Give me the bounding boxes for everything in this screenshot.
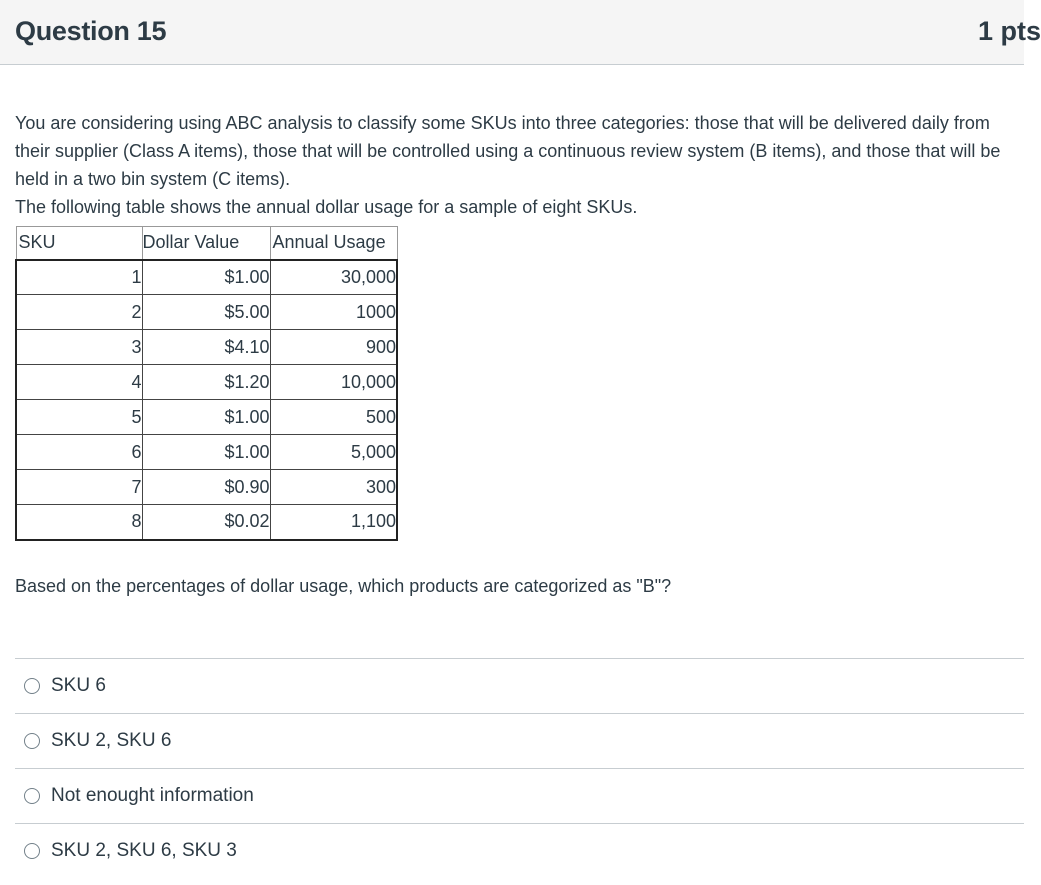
cell-sku: 3 xyxy=(16,330,142,365)
cell-annual-usage: 5,000 xyxy=(270,435,397,470)
cell-sku: 5 xyxy=(16,400,142,435)
question-prompt: Based on the percentages of dollar usage, which products are categorized as "B"? xyxy=(15,576,672,596)
answer-label[interactable]: Not enought information xyxy=(51,785,254,806)
radio-button[interactable] xyxy=(24,678,40,694)
cell-sku: 4 xyxy=(16,365,142,400)
cell-annual-usage: 300 xyxy=(270,470,397,505)
question-points: 1 pts xyxy=(978,16,1041,46)
cell-annual-usage: 10,000 xyxy=(270,365,397,400)
question-paragraph: You are considering using ABC analysis to classify some SKUs into three categories: those that will be delivered daily from their supplier (Class A items), those that will be controlled using a continuous review system (B items), and those that will be held in a two bin system (C items). xyxy=(15,113,1001,189)
column-header-sku: SKU xyxy=(16,227,142,260)
answer-label[interactable]: SKU 6 xyxy=(51,675,106,696)
cell-annual-usage: 30,000 xyxy=(270,260,397,295)
question-body xyxy=(15,109,1020,221)
cell-sku: 8 xyxy=(16,505,142,540)
table-row xyxy=(16,295,397,330)
table-row xyxy=(16,365,397,400)
table-row xyxy=(16,260,397,295)
column-header-annual-usage: Annual Usage xyxy=(270,227,397,260)
cell-annual-usage: 500 xyxy=(270,400,397,435)
cell-sku: 6 xyxy=(16,435,142,470)
cell-sku: 1 xyxy=(16,260,142,295)
answer-option[interactable] xyxy=(15,713,1024,768)
answer-option[interactable] xyxy=(15,823,1024,878)
table-row xyxy=(16,400,397,435)
table-row xyxy=(16,505,397,540)
cell-dollar-value: $1.00 xyxy=(142,435,270,470)
table-row xyxy=(16,330,397,365)
answer-option[interactable] xyxy=(15,768,1024,823)
radio-button[interactable] xyxy=(24,733,40,749)
answer-list xyxy=(15,658,1024,878)
cell-sku: 7 xyxy=(16,470,142,505)
answer-label[interactable]: SKU 2, SKU 6, SKU 3 xyxy=(51,840,237,861)
cell-annual-usage: 1000 xyxy=(270,295,397,330)
cell-dollar-value: $1.00 xyxy=(142,400,270,435)
sku-table xyxy=(15,226,398,541)
table-intro: The following table shows the annual dollar usage for a sample of eight SKUs. xyxy=(15,197,638,217)
table-header-row xyxy=(16,227,397,260)
question-title: Question 15 xyxy=(15,16,167,46)
answer-label[interactable]: SKU 2, SKU 6 xyxy=(51,730,172,751)
question-header xyxy=(0,0,1041,65)
table-row xyxy=(16,435,397,470)
table-row xyxy=(16,470,397,505)
answer-option[interactable] xyxy=(15,658,1024,713)
cell-dollar-value: $0.90 xyxy=(142,470,270,505)
column-header-dollar-value: Dollar Value xyxy=(142,227,270,260)
cell-dollar-value: $1.20 xyxy=(142,365,270,400)
cell-sku: 2 xyxy=(16,295,142,330)
cell-dollar-value: $4.10 xyxy=(142,330,270,365)
cell-dollar-value: $0.02 xyxy=(142,505,270,540)
radio-button[interactable] xyxy=(24,788,40,804)
radio-button[interactable] xyxy=(24,843,40,859)
cell-annual-usage: 1,100 xyxy=(270,505,397,540)
cell-annual-usage: 900 xyxy=(270,330,397,365)
cell-dollar-value: $1.00 xyxy=(142,260,270,295)
cell-dollar-value: $5.00 xyxy=(142,295,270,330)
